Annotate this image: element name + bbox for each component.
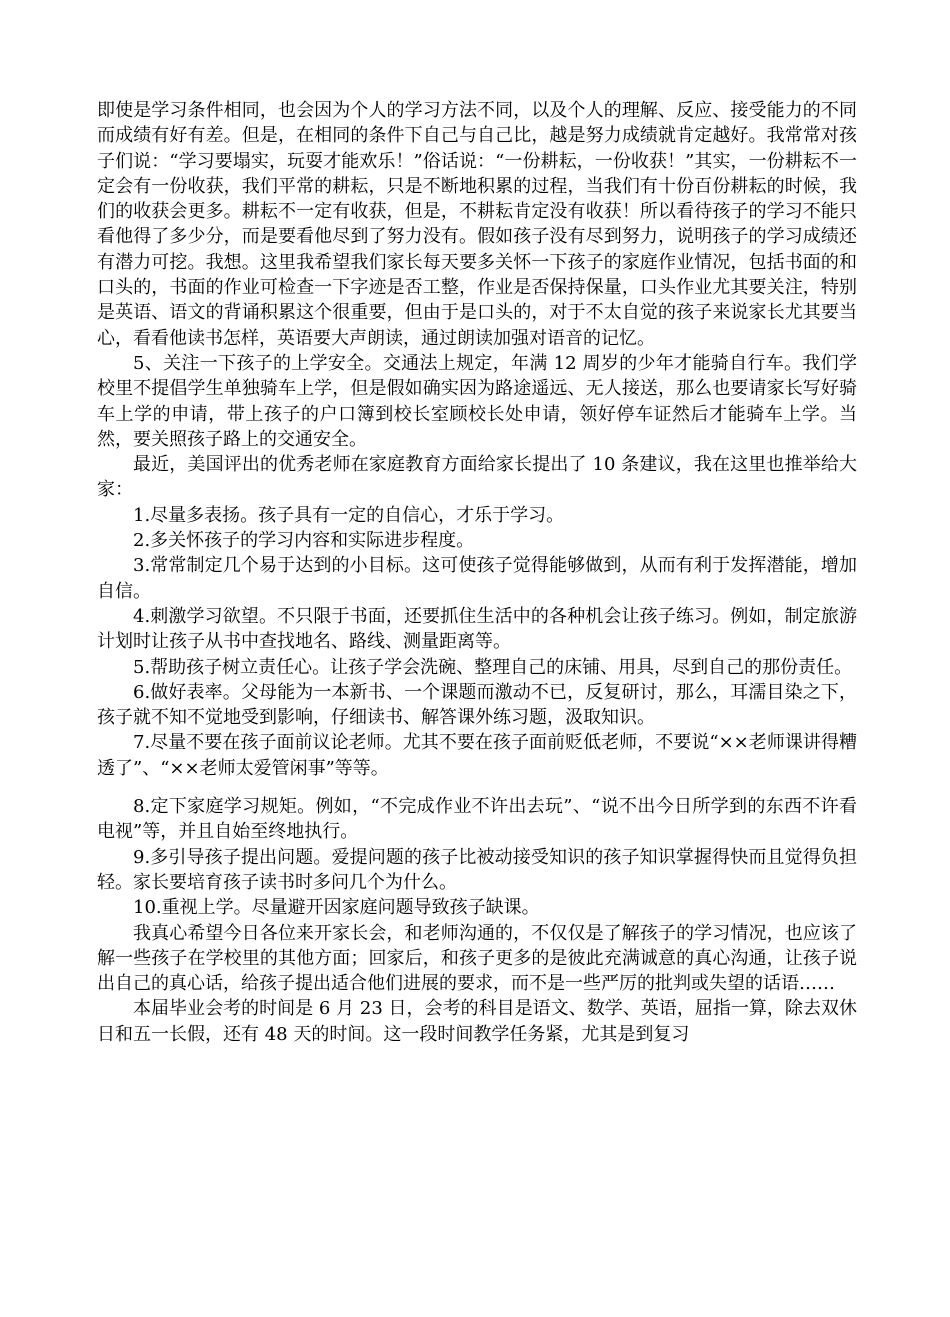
suggestion-9: 9.多引导孩子提出问题。爱提问题的孩子比被动接受知识的孩子知识掌握得快而且觉得负担轻。家长要培育孩子读书时多问几个为什么。 bbox=[97, 846, 857, 893]
paragraph-study-effort: 即使是学习条件相同，也会因为个人的学习方法不同，以及个人的理解、反应、接受能力的不同而成绩有好有差。但是，在相同的条件下自己与自己比，越是努力成绩就肯定越好。我常常对孩子们说：“学习要塌实，玩耍才能欢乐！”俗话说：“一份耕耘，一份收获！”其实，一份耕耘不一定会有一份收获，我们平常的耕耘，只是不断地积累的过程，当我们有十份百份耕耘的时候，我们的收获会更多。耕耘不一定有收获，但是，不耕耘肯定没有收获！所以看待孩子的学习不能只看他得了多少分，而是要看他尽到了努力没有。假如孩子没有尽到努力，说明孩子的学习成绩还有潜力可挖。我想。这里我希望我们家长每天要多关怀一下孩子的家庭作业情况，包括书面的和口头的，书面的作业可检查一下字迹是否工整，作业是否保持保量，口头作业尤其要关注，特别是英语、语文的背诵积累这个很重要，但由于是口头的，对于不太自觉的孩子来说家长尤其要当心，看看他读书怎样，英语要大声朗读，通过朗读加强对语音的记忆。 bbox=[97, 100, 857, 349]
suggestion-2: 2.多关怀孩子的学习内容和实际进步程度。 bbox=[133, 530, 475, 552]
paragraph-safety: 5、关注一下孩子的上学安全。交通法上规定，年满 12 周岁的少年才能骑自行车。我们学校里不提倡学生单独骑车上学，但是假如确实因为路途遥远、无人接送，那么也要请家长写好骑车上学的申请，带上孩子的户口簿到校长室顾校长处申请，领好停车证然后才能骑车上学。当然，要关照孩子路上的交通安全。 bbox=[97, 352, 857, 450]
paragraph-graduation-exam: 本届毕业会考的时间是 6 月 23 日，会考的科目是语文、数学、英语，屈指一算，除去双休日和五一长假，还有 48 天的时间。这一段时间教学任务紧，尤其是到复习 bbox=[97, 998, 857, 1045]
suggestion-10: 10.重视上学。尽量避开因家庭问题导致孩子缺课。 bbox=[133, 897, 540, 919]
suggestion-8: 8.定下家庭学习规矩。例如，“不完成作业不许出去玩”、“说不出今日所学到的东西不许看电视”等，并且自始至终地执行。 bbox=[97, 796, 857, 843]
suggestion-7: 7.尽量不要在孩子面前议论老师。尤其不要在孩子面前贬低老师，不要说“××老师课讲得糟透了”、“××老师太爱管闲事”等等。 bbox=[97, 732, 857, 779]
paragraph-communication: 我真心希望今日各位来开家长会，和老师沟通的，不仅仅是了解孩子的学习情况，也应该了解一些孩子在学校里的其他方面；回家后，和孩子更多的是彼此充满诚意的真心沟通，让孩子说出自己的真心话，给孩子提出适合他们进展的要求，而不是一些严厉的批判或失望的话语…… bbox=[97, 922, 857, 995]
suggestion-3: 3.常常制定几个易于达到的小目标。这可使孩子觉得能够做到，从而有利于发挥潜能，增加自信。 bbox=[97, 555, 857, 602]
document-body bbox=[97, 98, 857, 1047]
paragraph-suggestions-intro: 最近，美国评出的优秀老师在家庭教育方面给家长提出了 10 条建议，我在这里也推举给大家： bbox=[97, 454, 857, 501]
suggestion-4: 4.刺激学习欲望。不只限于书面，还要抓住生活中的各种机会让孩子练习。例如，制定旅游计划时让孩子从书中查找地名、路线、测量距离等。 bbox=[97, 605, 857, 653]
suggestion-1: 1.尽量多表扬。孩子具有一定的自信心，才乐于学习。 bbox=[133, 504, 565, 526]
suggestion-5: 5.帮助孩子树立责任心。让孩子学会洗碗、整理自己的床铺、用具，尽到自己的那份责任。 bbox=[133, 656, 853, 678]
suggestion-6: 6.做好表率。父母能为一本新书、一个课题而激动不已，反复研讨，那么，耳濡目染之下，孩子就不知不觉地受到影响，仔细读书、解答课外练习题，汲取知识。 bbox=[97, 681, 857, 729]
